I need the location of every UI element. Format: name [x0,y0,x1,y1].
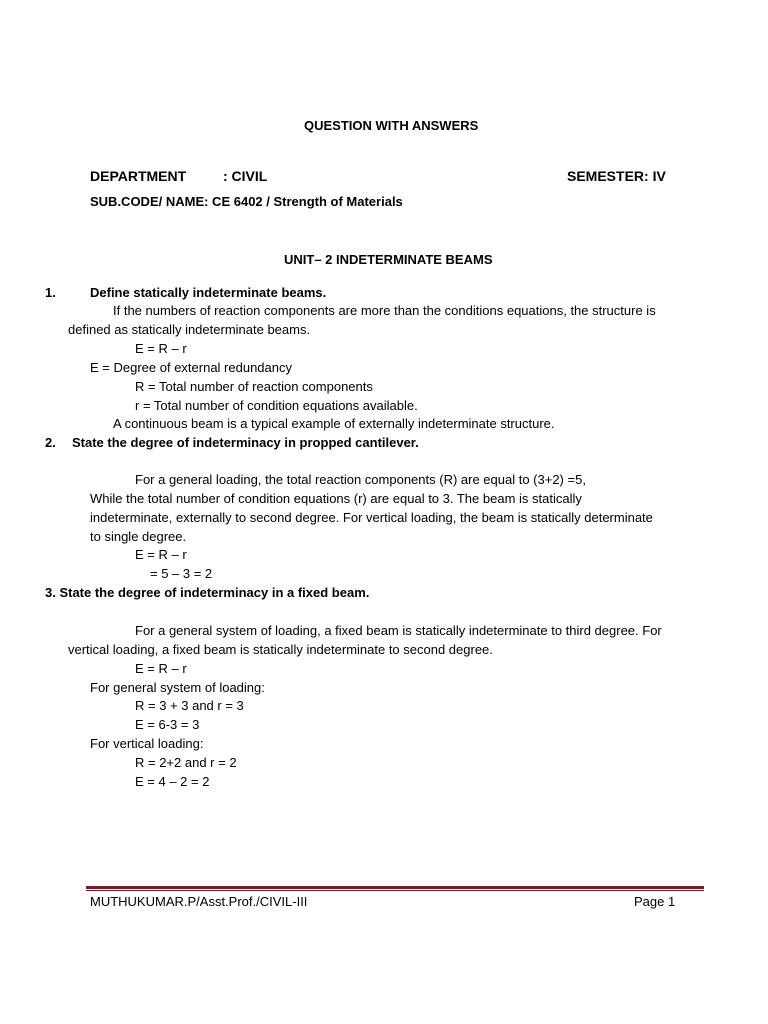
unit-title: UNIT– 2 INDETERMINATE BEAMS [284,252,493,267]
q1-definition-r-upper: R = Total number of reaction components [135,379,373,394]
document-title: QUESTION WITH ANSWERS [304,118,479,133]
q1-formula: E = R – r [135,341,187,356]
q1-definition-e: E = Degree of external redundancy [90,360,292,375]
department-value: : CIVIL [223,168,268,184]
q1-answer-line: defined as statically indeterminate beams. [68,322,311,337]
footer-rule-thick [86,886,704,889]
q3-vertical-loading-label: For vertical loading: [90,736,204,751]
q2-result: = 5 – 3 = 2 [150,566,213,581]
q3-general-e: E = 6-3 = 3 [135,717,200,732]
q2-formula: E = R – r [135,547,187,562]
footer-author: MUTHUKUMAR.P/Asst.Prof./CIVIL-III [90,894,308,909]
semester-label: SEMESTER: IV [567,168,666,184]
q3-answer-line: For a general system of loading, a fixed beam is statically indeterminate to third degree. For [135,623,662,638]
footer-rule-thin [86,890,704,891]
q3-general-r: R = 3 + 3 and r = 3 [135,698,244,713]
q2-answer-line: to single degree. [90,529,187,544]
q1-definition-r-lower: r = Total number of condition equations available. [135,398,418,413]
q2-answer-line: While the total number of condition equations (r) are equal to 3. The beam is statically [90,491,582,506]
footer-page-number: Page 1 [634,894,676,909]
q1-number: 1. [45,285,56,300]
subject-code-name: SUB.CODE/ NAME: CE 6402 / Strength of Materials [90,194,403,209]
q1-answer-line: A continuous beam is a typical example of externally indeterminate structure. [113,416,555,431]
q2-answer-line: indeterminate, externally to second degree. For vertical loading, the beam is statically determinate [90,510,653,525]
q1-question: Define statically indeterminate beams. [90,285,327,300]
q3-vertical-e: E = 4 – 2 = 2 [135,774,210,789]
q3-answer-line: vertical loading, a fixed beam is statically indeterminate to second degree. [68,642,493,657]
q2-answer-line: For a general loading, the total reaction components (R) are equal to (3+2) =5, [135,472,586,487]
q3-formula: E = R – r [135,661,187,676]
q2-number: 2. [45,435,56,450]
q3-question: 3. State the degree of indeterminacy in a fixed beam. [45,585,370,600]
q3-vertical-r: R = 2+2 and r = 2 [135,755,237,770]
q2-question: State the degree of indeterminacy in propped cantilever. [72,435,419,450]
department-label: DEPARTMENT [90,168,187,184]
q1-answer-line: If the numbers of reaction components are more than the conditions equations, the structure is [113,303,656,318]
q3-general-loading-label: For general system of loading: [90,680,265,695]
